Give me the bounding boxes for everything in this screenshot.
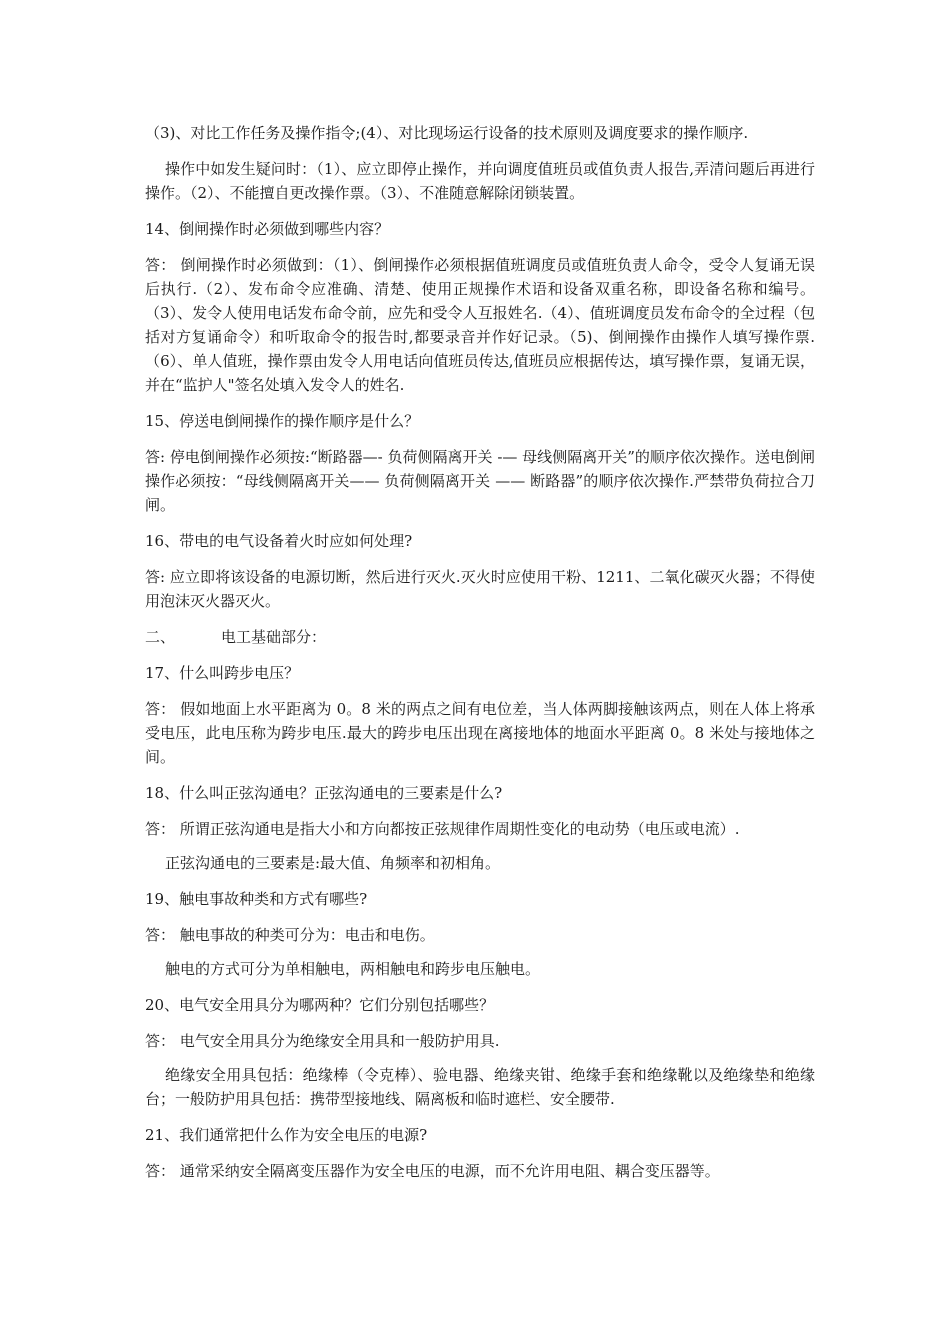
question-20: 20、电气安全用具分为哪两种？它们分别包括哪些？	[145, 996, 495, 1014]
answer-19-methods: 触电的方式可分为单相触电，两相触电和跨步电压触电。	[165, 960, 541, 978]
question-18: 18、什么叫正弦沟通电？正弦沟通电的三要素是什么?	[145, 784, 503, 802]
question-17: 17、什么叫跨步电压？	[145, 664, 300, 682]
answer-19: 答： 触电事故的种类可分为：电击和电伤。	[145, 926, 435, 944]
answer-20: 答： 电气安全用具分为绝缘安全用具和一般防护用具.	[145, 1032, 500, 1050]
document-page	[145, 121, 815, 1195]
paragraph-operation-check: （3)、对比工作任务及操作指令;(4）、对比现场运行设备的技术原则及调度要求的操作顺序.	[145, 124, 749, 142]
section-heading	[145, 625, 815, 649]
answer-18: 答： 所谓正弦沟通电是指大小和方向都按正弦规律作周期性变化的电动势（电压或电流）.	[145, 820, 740, 838]
answer-16: 答: 应立即将该设备的电源切断，然后进行灭火.灭火时应使用干粉、1211、二氧化碳灭火器；不得使用泡沫灭火器灭火。	[145, 568, 815, 610]
question-21: 21、我们通常把什么作为安全电压的电源?	[145, 1126, 428, 1144]
section-title: 电工基础部分：	[221, 628, 327, 646]
question-14: 14、倒闸操作时必须做到哪些内容？	[145, 220, 390, 238]
question-15: 15、停送电倒闸操作的操作顺序是什么？	[145, 412, 420, 430]
question-19: 19、触电事故种类和方式有哪些?	[145, 890, 368, 908]
answer-18-elements: 正弦沟通电的三要素是:最大值、角频率和初相角。	[165, 854, 501, 872]
answer-14: 答： 倒闸操作时必须做到：（1）、倒闸操作必须根据值班调度员或值班负责人命令，受令人复诵无误后执行.（2）、发布命令应准确、清楚、使用正规操作术语和设备双重名称，即设备名称和编号。（3）、发令人使用电话发布命令前，应先和受令人互报姓名.（4）、值班调度员发布命令的全过程（包括对方复诵命令）和听取命令的报告时,都要录音并作好记录。（5)、倒闸操作由操作人填写操作票.（6）、单人值班，操作票由发令人用电话向值班员传达,值班员应根据传达，填写操作票，复诵无误，并在“监护人"签名处填入发令人的姓名.	[145, 256, 815, 394]
section-number: 二、	[145, 628, 176, 646]
answer-20-details: 绝缘安全用具包括：绝缘棒（令克棒）、验电器、绝缘夹钳、绝缘手套和绝缘靴以及绝缘垫和绝缘台；一般防护用具包括：携带型接地线、隔离板和临时遮栏、安全腰带.	[145, 1066, 815, 1108]
answer-15: 答: 停电倒闸操作必须按:“断路器—- 负荷侧隔离开关 -— 母线侧隔离开关”的顺序依次操作。送电倒闸操作必须按：“母线侧隔离开关—— 负荷侧隔离开关 —— 断路器”的顺序依次操作.严禁带负荷拉合刀闸。	[145, 448, 815, 514]
paragraph-doubt-handling: 操作中如发生疑问时：（1）、应立即停止操作，并向调度值班员或值负责人报告,弄清问题后再进行操作。（2）、不能擅自更改操作票。（3）、不准随意解除闭锁装置。	[145, 160, 815, 202]
answer-21: 答： 通常采纳安全隔离变压器作为安全电压的电源，而不允许用电阻、耦合变压器等。	[145, 1162, 720, 1180]
answer-17: 答： 假如地面上水平距离为 0。8 米的两点之间有电位差，当人体两脚接触该两点，则在人体上将承受电压，此电压称为跨步电压.最大的跨步电压出现在离接地体的地面水平距离 0。8 米处与接地体之间。	[145, 700, 815, 766]
question-16: 16、带电的电气设备着火时应如何处理?	[145, 532, 413, 550]
